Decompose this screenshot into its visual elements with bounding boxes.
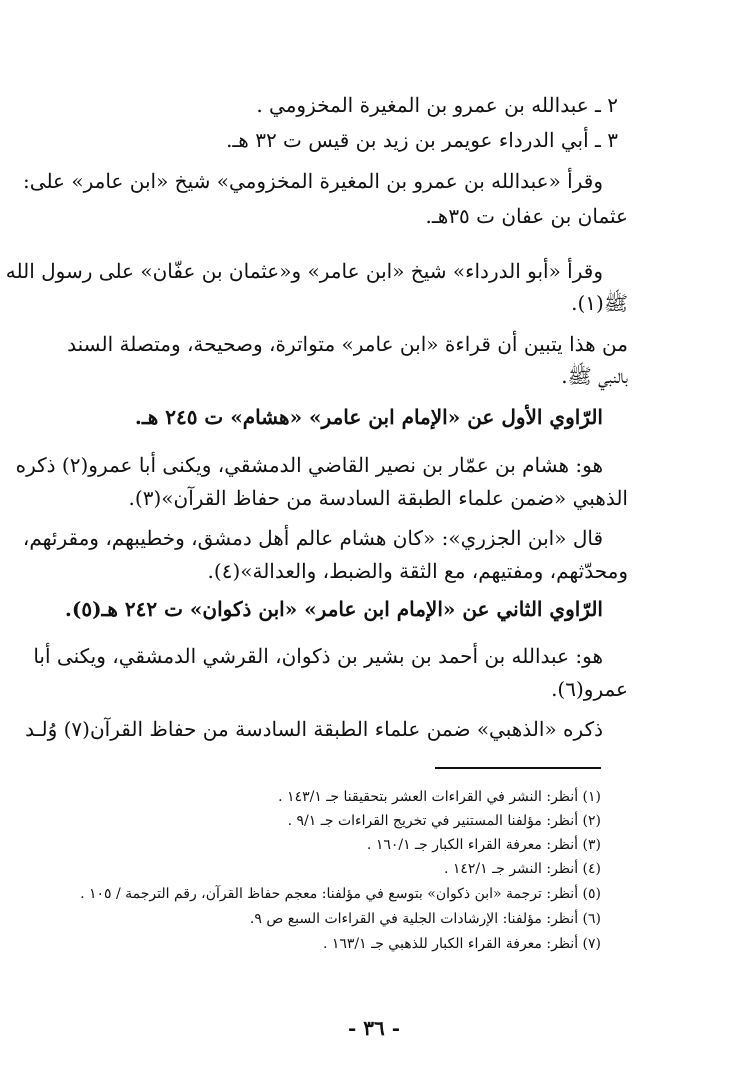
paragraph-line: عمرو(٦). xyxy=(551,677,628,701)
list-item-3: ٣ ـ أبي الدرداء عويمر بن زيد بن قيس ت ٣٢ هـ. xyxy=(226,128,618,152)
footnote-1: (١) أنظر: النشر في القراءات العشر بتحقيقنا جـ ١٤٣/١ . xyxy=(278,789,601,805)
footnote-3: (٣) أنظر: معرفة القراء الكبار جـ ١٦٠/١ . xyxy=(366,837,601,853)
paragraph-line: هو: عبدالله بن أحمد بن بشير بن ذكوان، القرشي الدمشقي، ويكنى أبا xyxy=(33,644,603,668)
paragraph-line: وقرأ «عبدالله بن عمرو بن المغيرة المخزومي» شيخ «ابن عامر» على: xyxy=(23,169,603,193)
paragraph-line: عثمان بن عفان ت ٣٥هـ. xyxy=(425,204,628,228)
section-heading-second-narrator: الرّاوي الثاني عن «الإمام ابن عامر» «ابن ذكوان» ت ٢٤٢ هـ(٥). xyxy=(64,597,603,621)
page-number: - ٣٦ - xyxy=(347,1016,400,1040)
footnote-divider xyxy=(435,767,601,769)
paragraph-line: هو: هشام بن عمّار بن نصير القاضي الدمشقي، ويكنى أبا عمرو(٢) ذكره xyxy=(15,453,603,477)
paragraph-line: ومحدّثهم، ومفتيهم، مع الثقة والضبط، والعدالة»(٤). xyxy=(207,559,628,583)
paragraph-line: وقرأ «أبو الدرداء» شيخ «ابن عامر» و«عثمان بن عفّان» على رسول الله xyxy=(5,259,603,283)
paragraph-line: من هذا يتبين أن قراءة «ابن عامر» متواترة، وصحيحة، ومتصلة السند xyxy=(67,332,628,356)
paragraph-line: قال «ابن الجزري»: «كان هشام عالم أهل دمشق، وخطيبهم، ومقرئهم، xyxy=(22,526,603,550)
paragraph-line: بالنبي ﷺ. xyxy=(561,364,628,388)
footnote-4: (٤) أنظر: النشر جـ ١٤٢/١ . xyxy=(443,861,601,877)
footnote-6: (٦) أنظر: مؤلفنا: الإرشادات الجلية في القراءات السبع ص ٩. xyxy=(249,911,601,927)
section-heading-first-narrator: الرّاوي الأول عن «الإمام ابن عامر» «هشام» ت ٢٤٥ هـ. xyxy=(134,405,603,429)
list-item-2: ٢ ـ عبدالله بن عمرو بن المغيرة المخزومي . xyxy=(256,93,618,117)
footnote-2: (٢) أنظر: مؤلفنا المستنير في تخريج القراءات جـ ٩/١ . xyxy=(287,813,601,829)
paragraph-line: ذكره «الذهبي» ضمن علماء الطبقة السادسة من حفاظ القرآن(٧) وُلـد xyxy=(25,717,603,741)
paragraph-line: الذهبي «ضمن علماء الطبقة السادسة من حفاظ القرآن»(٣). xyxy=(128,486,628,510)
footnote-5: (٥) أنظر: ترجمة «ابن ذكوان» بتوسع في مؤلفنا: معجم حفاظ القرآن، رقم الترجمة / ١٠٥ . xyxy=(80,886,601,902)
paragraph-line: ﷺ(١). xyxy=(571,291,628,315)
footnote-7: (٧) أنظر: معرفة القراء الكبار للذهبي جـ ١٦٣/١ . xyxy=(322,936,601,952)
